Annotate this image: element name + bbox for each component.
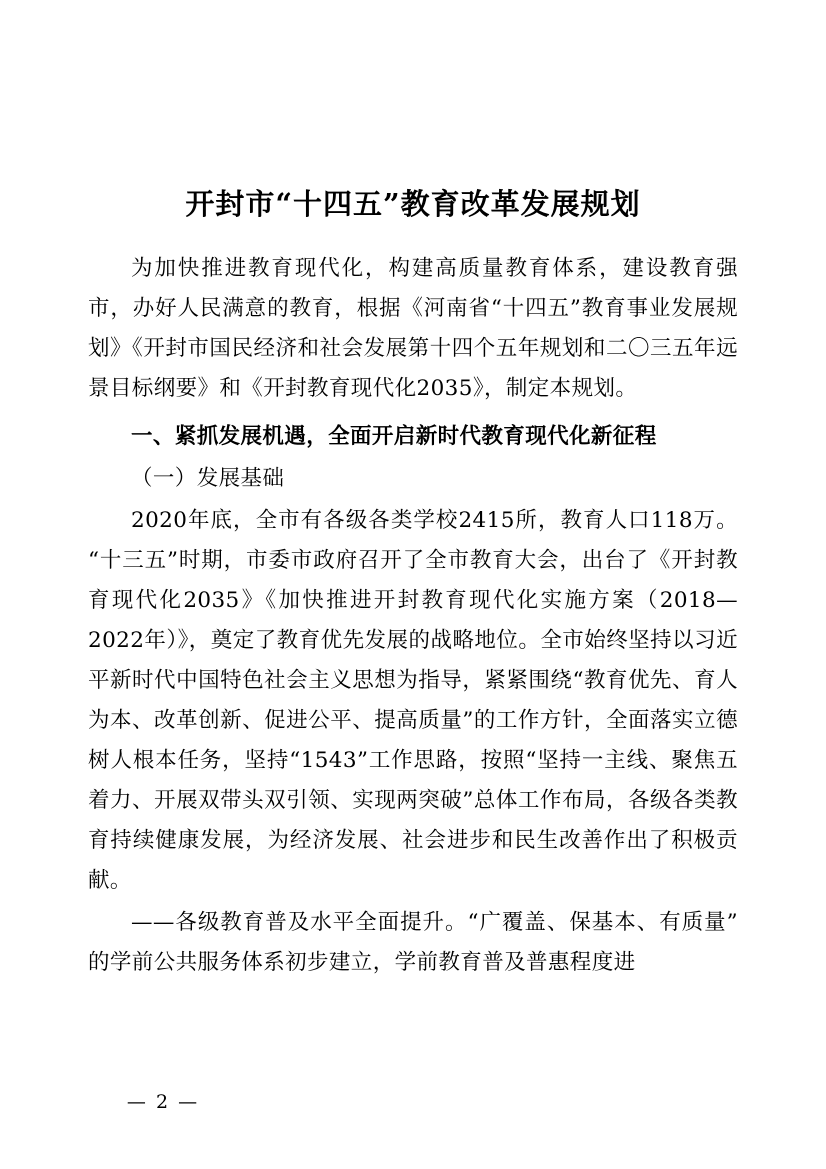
paragraph-body-1: 2020年底，全市有各级各类学校2415所，教育人口118万。“十三五”时期，市委市政府召开了全市教育大会，出台了《开封教育现代化2035》《加快推进开封教育现代化实施方案（2018—2022年）》，奠定了教育优先发展的战略地位。全市始终坚持以习近平新时代中国特色社会主义思想为指导，紧紧围绕“教育优先、育人为本、改革创新、促进公平、提高质量”的工作方针，全面落实立德树人根本任务，坚持“1543”工作思路，按照“坚持一主线、聚焦五着力、开展双带头双引领、实现两突破”总体工作布局，各级各类教育持续健康发展，为经济发展、社会进步和民生改善作出了积极贡献。 xyxy=(88,508,738,893)
subsection-heading-1-1: （一）发展基础 xyxy=(131,466,285,491)
section-heading-1: 一、紧抓发展机遇，全面开启新时代教育现代化新征程 xyxy=(131,424,657,449)
page-number: — 2 — xyxy=(126,1091,200,1113)
paragraph-body-2: ——各级教育普及水平全面提升。“广覆盖、保基本、有质量”的学前公共服务体系初步建立，学前教育普及普惠程度进 xyxy=(88,910,738,975)
paragraph-intro: 为加快推进教育现代化，构建高质量教育体系，建设教育强市，办好人民满意的教育，根据《河南省“十四五”教育事业发展规划》《开封市国民经济和社会发展第十四个五年规划和二〇三五年远景目标纲要》和《开封教育现代化2035》，制定本规划。 xyxy=(88,256,738,401)
page-title: 开封市“十四五”教育改革发展规划 xyxy=(185,187,641,221)
page-footer xyxy=(0,1091,826,1113)
